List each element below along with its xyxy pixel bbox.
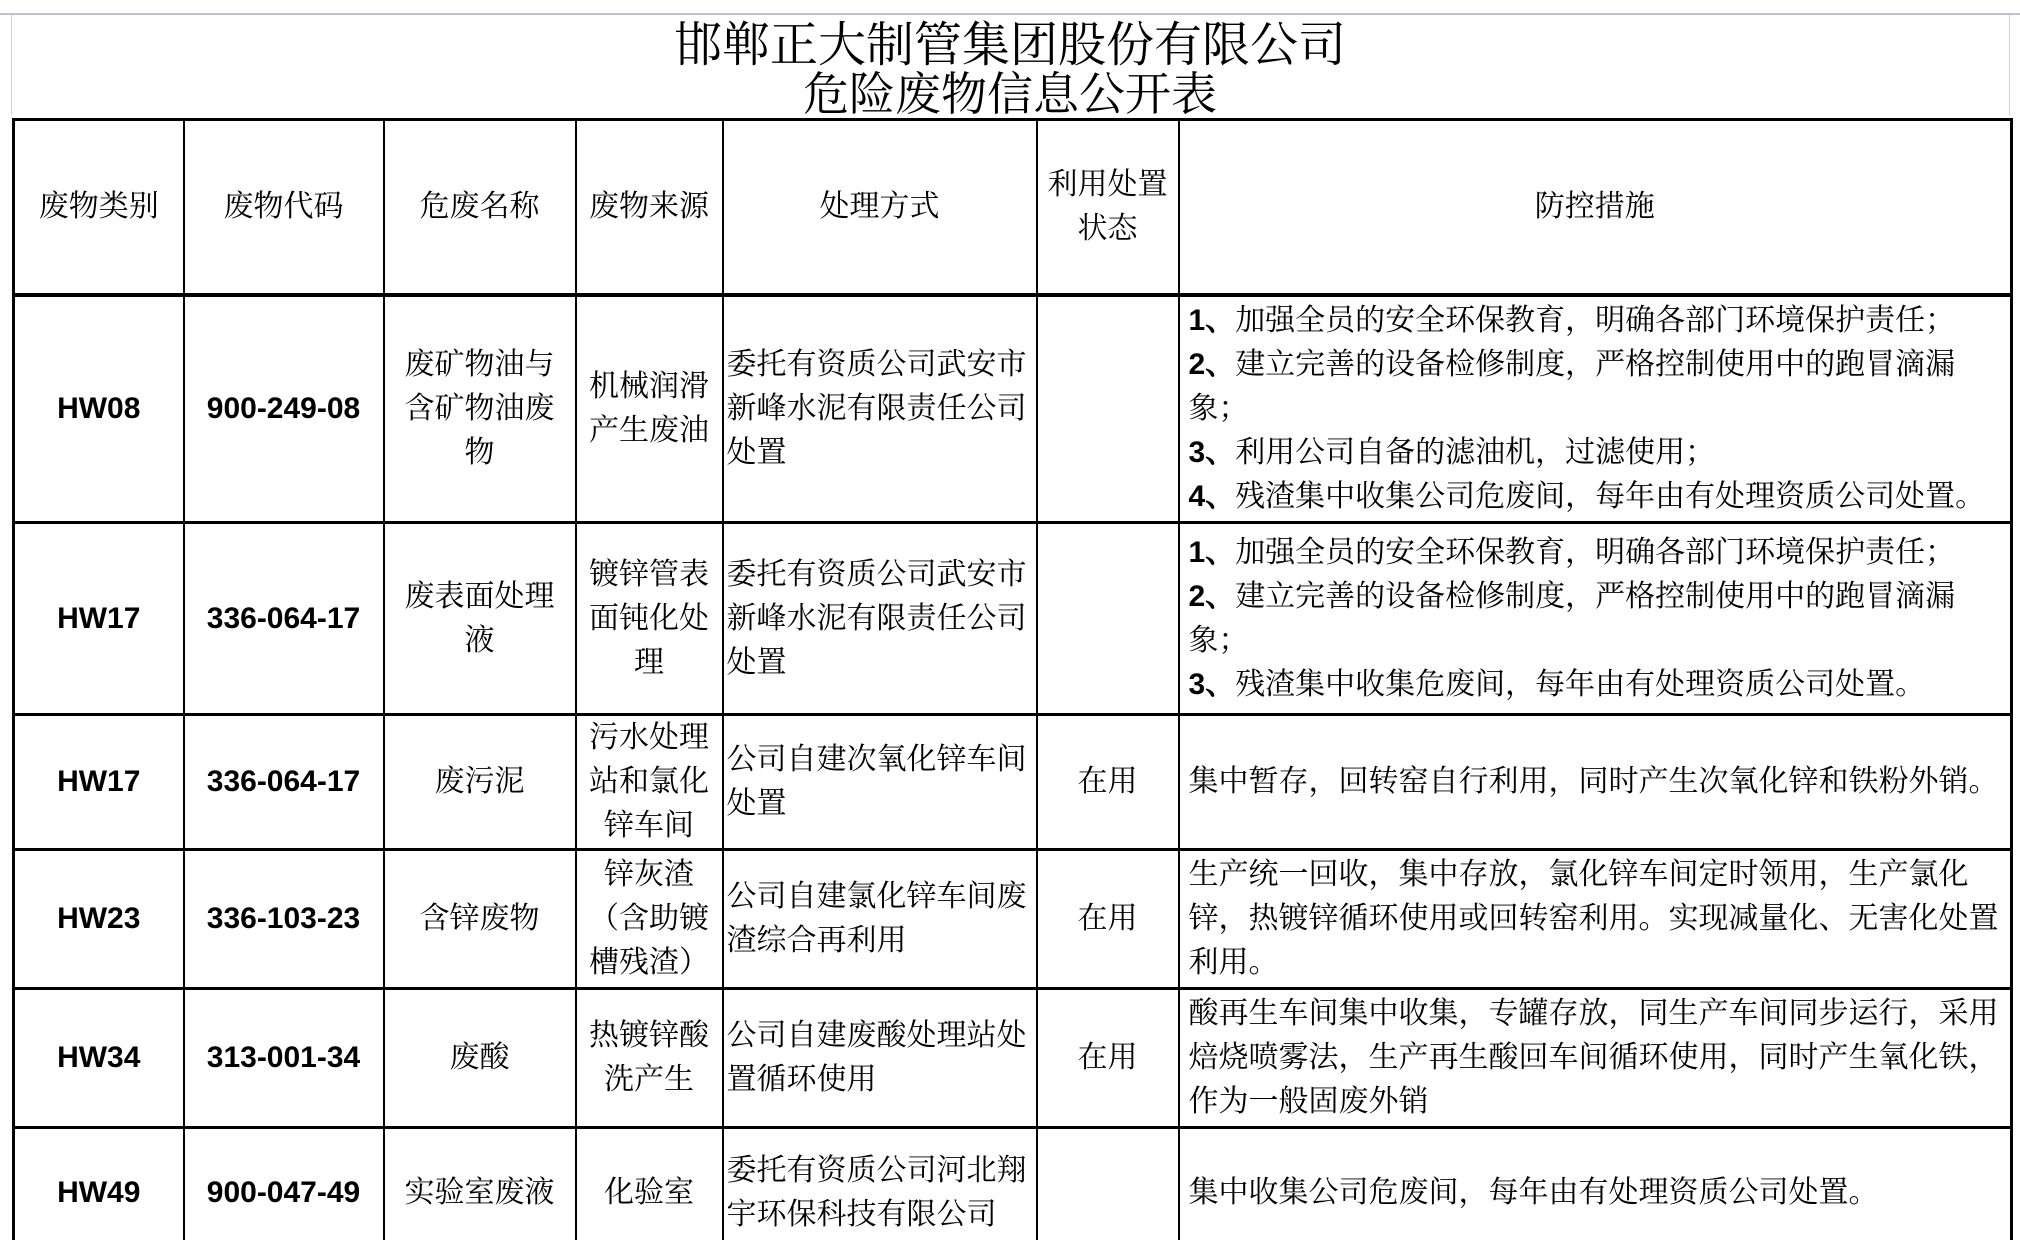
table-row — [14, 523, 2012, 715]
treatment-cell: 公司自建氯化锌车间废渣综合再利用 — [723, 850, 1037, 989]
treatment-cell: 委托有资质公司河北翔宇环保科技有限公司 — [723, 1128, 1037, 1240]
status-cell: 在用 — [1037, 989, 1179, 1128]
measure-line: 4、残渣集中收集公司危废间，每年由有处理资质公司处置。 — [1188, 480, 1986, 513]
status-cell — [1037, 295, 1179, 523]
waste-name-cell: 实验室废液 — [384, 1128, 576, 1240]
measure-number: 1、 — [1188, 304, 1236, 337]
treatment-cell: 公司自建次氧化锌车间处置 — [723, 715, 1037, 850]
measure-line: 3、残渣集中收集危废间，每年由有处理资质公司处置。 — [1188, 667, 1926, 701]
waste-code-cell: 336-064-17 — [184, 523, 384, 715]
measure-line: 1、加强全员的安全环保教育，明确各部门环境保护责任； — [1188, 535, 1956, 569]
table-row — [14, 850, 2012, 989]
hazardous-waste-table — [12, 118, 2013, 1240]
waste-code-cell: 900-047-49 — [184, 1128, 384, 1240]
waste-name-cell: 废表面处理液 — [384, 523, 576, 715]
table-header — [14, 120, 2012, 296]
left-page-guide — [11, 15, 12, 115]
measures-cell — [1179, 295, 2012, 523]
waste-name-cell: 废酸 — [384, 989, 576, 1128]
waste-name-cell: 废矿物油与含矿物油废物 — [384, 295, 576, 523]
column-header-name: 危废名称 — [384, 120, 576, 296]
waste-name-cell: 含锌废物 — [384, 850, 576, 989]
measure-line: 集中暂存，回转窑自行利用，同时产生次氧化锌和铁粉外销。 — [1188, 765, 1999, 798]
measure-line: 2、建立完善的设备检修制度，严格控制使用中的跑冒滴漏象； — [1188, 348, 1956, 425]
measure-number: 2、 — [1188, 348, 1236, 381]
company-title: 邯郸正大制管集团股份有限公司 — [673, 19, 1346, 72]
treatment-cell: 公司自建废酸处理站处置循环使用 — [723, 989, 1037, 1128]
table-row — [14, 1128, 2012, 1240]
right-page-guide — [2009, 15, 2010, 115]
top-divider — [0, 13, 2020, 15]
measure-line: 生产统一回收，集中存放，氯化锌车间定时领用，生产氯化锌，热镀锌循环使用或回转窑利用。实现减量化、无害化处置利用。 — [1188, 858, 1999, 979]
waste-category-cell: HW17 — [14, 715, 184, 850]
column-header-category: 废物类别 — [14, 120, 184, 296]
measures-cell — [1179, 1128, 2012, 1240]
measure-number: 3、 — [1188, 667, 1236, 701]
waste-category-cell: HW08 — [14, 295, 184, 523]
waste-source-cell: 化验室 — [576, 1128, 723, 1240]
table-row — [14, 715, 2012, 850]
measure-line: 酸再生车间集中收集，专罐存放，同生产车间同步运行，采用焙烧喷雾法，生产再生酸回车间循环使用，同时产生氧化铁，作为一般固废外销 — [1188, 997, 1999, 1118]
waste-source-cell: 镀锌管表面钝化处理 — [576, 523, 723, 715]
column-header-measures: 防控措施 — [1179, 120, 2012, 296]
column-header-source: 废物来源 — [576, 120, 723, 296]
waste-code-cell: 336-064-17 — [184, 715, 384, 850]
table-body — [14, 295, 2012, 1240]
column-header-treatment: 处理方式 — [723, 120, 1037, 296]
waste-code-cell: 313-001-34 — [184, 989, 384, 1128]
status-cell: 在用 — [1037, 850, 1179, 989]
header-row — [14, 120, 2012, 296]
waste-source-cell: 机械润滑产生废油 — [576, 295, 723, 523]
table-row — [14, 989, 2012, 1128]
waste-code-cell: 336-103-23 — [184, 850, 384, 989]
measure-line: 集中收集公司危废间，每年由有处理资质公司处置。 — [1188, 1176, 1879, 1209]
measures-cell — [1179, 989, 2012, 1128]
waste-source-cell: 热镀锌酸洗产生 — [576, 989, 723, 1128]
status-cell — [1037, 1128, 1179, 1240]
waste-source-cell: 污水处理站和氯化锌车间 — [576, 715, 723, 850]
column-header-code: 废物代码 — [184, 120, 384, 296]
waste-code-cell: 900-249-08 — [184, 295, 384, 523]
measure-line: 1、加强全员的安全环保教育，明确各部门环境保护责任； — [1188, 304, 1956, 337]
title-block — [0, 0, 2020, 118]
treatment-cell: 委托有资质公司武安市新峰水泥有限责任公司处置 — [723, 523, 1037, 715]
measures-cell — [1179, 715, 2012, 850]
measure-number: 2、 — [1188, 579, 1236, 613]
sheet-title: 危险废物信息公开表 — [803, 69, 1217, 120]
measure-number: 4、 — [1188, 480, 1236, 513]
waste-category-cell: HW34 — [14, 989, 184, 1128]
table-row — [14, 295, 2012, 523]
measure-line: 3、利用公司自备的滤油机，过滤使用； — [1188, 436, 1716, 469]
status-cell: 在用 — [1037, 715, 1179, 850]
waste-name-cell: 废污泥 — [384, 715, 576, 850]
column-header-status: 利用处置状态 — [1037, 120, 1179, 296]
waste-category-cell: HW49 — [14, 1128, 184, 1240]
waste-category-cell: HW23 — [14, 850, 184, 989]
treatment-cell: 委托有资质公司武安市新峰水泥有限责任公司处置 — [723, 295, 1037, 523]
measures-cell — [1179, 523, 2012, 715]
waste-category-cell: HW17 — [14, 523, 184, 715]
status-cell — [1037, 523, 1179, 715]
measures-cell — [1179, 850, 2012, 989]
measure-number: 1、 — [1188, 535, 1236, 569]
measure-number: 3、 — [1188, 436, 1236, 469]
waste-source-cell: 锌灰渣（含助镀槽残渣） — [576, 850, 723, 989]
measure-line: 2、建立完善的设备检修制度，严格控制使用中的跑冒滴漏象； — [1188, 579, 1956, 657]
